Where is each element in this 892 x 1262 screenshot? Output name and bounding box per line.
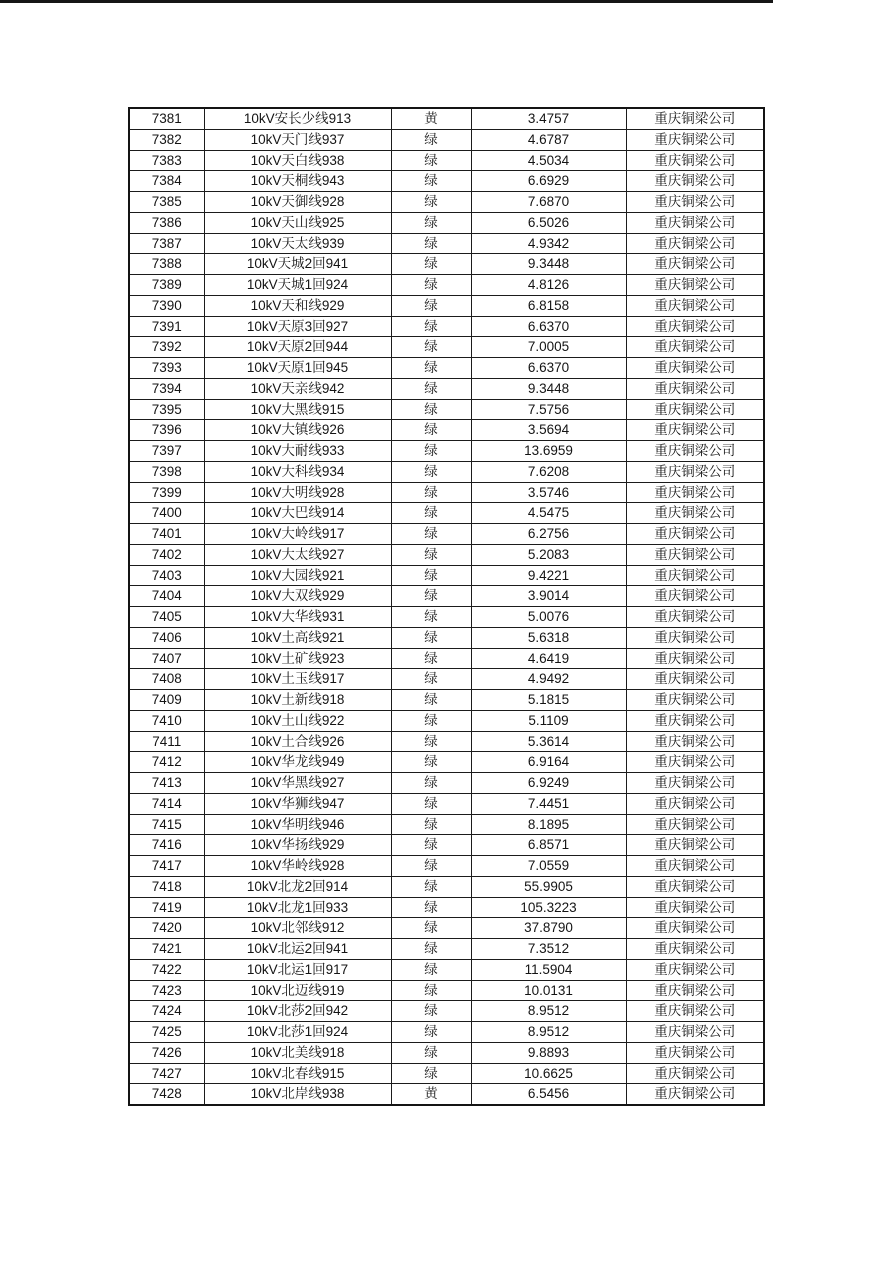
cell-line-name: 10kV天亲线942 xyxy=(204,378,391,399)
cell-value: 6.2756 xyxy=(471,524,626,545)
cell-status: 绿 xyxy=(391,129,471,150)
cell-status: 绿 xyxy=(391,337,471,358)
cell-value: 10.0131 xyxy=(471,980,626,1001)
table-row xyxy=(129,150,764,171)
cell-line-name: 10kV北美线918 xyxy=(204,1042,391,1063)
cell-company: 重庆铜梁公司 xyxy=(626,1063,764,1084)
cell-line-name: 10kV华岭线928 xyxy=(204,856,391,877)
cell-status: 绿 xyxy=(391,254,471,275)
cell-line-name: 10kV天白线938 xyxy=(204,150,391,171)
cell-status: 绿 xyxy=(391,980,471,1001)
cell-line-name: 10kV土新线918 xyxy=(204,690,391,711)
cell-status: 绿 xyxy=(391,482,471,503)
cell-status: 绿 xyxy=(391,150,471,171)
cell-row-id: 7389 xyxy=(129,275,204,296)
cell-row-id: 7425 xyxy=(129,1022,204,1043)
cell-company: 重庆铜梁公司 xyxy=(626,378,764,399)
table-row xyxy=(129,773,764,794)
table-row xyxy=(129,441,764,462)
cell-status: 绿 xyxy=(391,171,471,192)
cell-row-id: 7406 xyxy=(129,627,204,648)
cell-company: 重庆铜梁公司 xyxy=(626,337,764,358)
cell-value: 7.6208 xyxy=(471,461,626,482)
table-row xyxy=(129,337,764,358)
table-row xyxy=(129,793,764,814)
table-body xyxy=(129,108,764,1105)
table-row xyxy=(129,710,764,731)
cell-line-name: 10kV天山线925 xyxy=(204,212,391,233)
cell-status: 绿 xyxy=(391,897,471,918)
table-row xyxy=(129,752,764,773)
cell-status: 绿 xyxy=(391,669,471,690)
table-row xyxy=(129,959,764,980)
cell-value: 3.4757 xyxy=(471,108,626,129)
cell-row-id: 7412 xyxy=(129,752,204,773)
cell-line-name: 10kV北莎1回924 xyxy=(204,1022,391,1043)
cell-company: 重庆铜梁公司 xyxy=(626,108,764,129)
cell-company: 重庆铜梁公司 xyxy=(626,793,764,814)
cell-value: 9.4221 xyxy=(471,565,626,586)
cell-value: 4.5475 xyxy=(471,503,626,524)
cell-row-id: 7414 xyxy=(129,793,204,814)
cell-company: 重庆铜梁公司 xyxy=(626,939,764,960)
cell-status: 绿 xyxy=(391,420,471,441)
cell-company: 重庆铜梁公司 xyxy=(626,503,764,524)
cell-row-id: 7383 xyxy=(129,150,204,171)
cell-row-id: 7420 xyxy=(129,918,204,939)
cell-company: 重庆铜梁公司 xyxy=(626,275,764,296)
cell-status: 绿 xyxy=(391,939,471,960)
cell-row-id: 7390 xyxy=(129,295,204,316)
cell-status: 绿 xyxy=(391,544,471,565)
cell-company: 重庆铜梁公司 xyxy=(626,897,764,918)
cell-status: 绿 xyxy=(391,378,471,399)
cell-company: 重庆铜梁公司 xyxy=(626,773,764,794)
cell-row-id: 7384 xyxy=(129,171,204,192)
cell-company: 重庆铜梁公司 xyxy=(626,171,764,192)
cell-company: 重庆铜梁公司 xyxy=(626,814,764,835)
table-row xyxy=(129,316,764,337)
cell-value: 13.6959 xyxy=(471,441,626,462)
cell-row-id: 7405 xyxy=(129,607,204,628)
cell-line-name: 10kV华龙线949 xyxy=(204,752,391,773)
table-row xyxy=(129,399,764,420)
cell-row-id: 7428 xyxy=(129,1084,204,1105)
cell-status: 黄 xyxy=(391,1084,471,1105)
table-row xyxy=(129,939,764,960)
cell-company: 重庆铜梁公司 xyxy=(626,980,764,1001)
cell-row-id: 7388 xyxy=(129,254,204,275)
table-row xyxy=(129,586,764,607)
cell-status: 绿 xyxy=(391,275,471,296)
cell-line-name: 10kV大明线928 xyxy=(204,482,391,503)
table-row xyxy=(129,461,764,482)
cell-value: 7.0559 xyxy=(471,856,626,877)
cell-line-name: 10kV天原2回944 xyxy=(204,337,391,358)
cell-row-id: 7394 xyxy=(129,378,204,399)
cell-status: 绿 xyxy=(391,773,471,794)
cell-line-name: 10kV华明线946 xyxy=(204,814,391,835)
table-row xyxy=(129,1063,764,1084)
cell-line-name: 10kV北邻线912 xyxy=(204,918,391,939)
table-row xyxy=(129,378,764,399)
cell-row-id: 7418 xyxy=(129,876,204,897)
cell-value: 3.5694 xyxy=(471,420,626,441)
cell-row-id: 7399 xyxy=(129,482,204,503)
cell-row-id: 7402 xyxy=(129,544,204,565)
table-row xyxy=(129,648,764,669)
cell-company: 重庆铜梁公司 xyxy=(626,399,764,420)
top-edge-bar xyxy=(0,0,773,3)
cell-row-id: 7395 xyxy=(129,399,204,420)
cell-status: 绿 xyxy=(391,358,471,379)
cell-company: 重庆铜梁公司 xyxy=(626,876,764,897)
power-line-table xyxy=(128,107,765,1106)
cell-value: 6.8571 xyxy=(471,835,626,856)
cell-value: 6.9249 xyxy=(471,773,626,794)
cell-row-id: 7421 xyxy=(129,939,204,960)
cell-value: 6.6370 xyxy=(471,316,626,337)
cell-company: 重庆铜梁公司 xyxy=(626,752,764,773)
table-row xyxy=(129,108,764,129)
cell-company: 重庆铜梁公司 xyxy=(626,1001,764,1022)
cell-row-id: 7417 xyxy=(129,856,204,877)
cell-company: 重庆铜梁公司 xyxy=(626,1042,764,1063)
table-row xyxy=(129,1001,764,1022)
cell-line-name: 10kV土高线921 xyxy=(204,627,391,648)
cell-status: 绿 xyxy=(391,565,471,586)
cell-row-id: 7422 xyxy=(129,959,204,980)
cell-line-name: 10kV安长少线913 xyxy=(204,108,391,129)
table-row xyxy=(129,358,764,379)
cell-value: 5.2083 xyxy=(471,544,626,565)
cell-line-name: 10kV土山线922 xyxy=(204,710,391,731)
cell-line-name: 10kV大华线931 xyxy=(204,607,391,628)
cell-company: 重庆铜梁公司 xyxy=(626,835,764,856)
table-row xyxy=(129,690,764,711)
cell-value: 4.6787 xyxy=(471,129,626,150)
cell-line-name: 10kV华狮线947 xyxy=(204,793,391,814)
cell-line-name: 10kV华扬线929 xyxy=(204,835,391,856)
cell-status: 绿 xyxy=(391,607,471,628)
cell-status: 绿 xyxy=(391,835,471,856)
cell-company: 重庆铜梁公司 xyxy=(626,441,764,462)
cell-row-id: 7396 xyxy=(129,420,204,441)
cell-company: 重庆铜梁公司 xyxy=(626,150,764,171)
cell-row-id: 7392 xyxy=(129,337,204,358)
cell-company: 重庆铜梁公司 xyxy=(626,233,764,254)
cell-row-id: 7381 xyxy=(129,108,204,129)
cell-company: 重庆铜梁公司 xyxy=(626,316,764,337)
cell-value: 7.4451 xyxy=(471,793,626,814)
cell-value: 3.9014 xyxy=(471,586,626,607)
cell-row-id: 7403 xyxy=(129,565,204,586)
table-row xyxy=(129,482,764,503)
cell-company: 重庆铜梁公司 xyxy=(626,1084,764,1105)
cell-line-name: 10kV北岸线938 xyxy=(204,1084,391,1105)
table-row xyxy=(129,607,764,628)
cell-company: 重庆铜梁公司 xyxy=(626,212,764,233)
cell-status: 绿 xyxy=(391,856,471,877)
cell-value: 10.6625 xyxy=(471,1063,626,1084)
cell-status: 绿 xyxy=(391,752,471,773)
cell-status: 绿 xyxy=(391,316,471,337)
cell-line-name: 10kV北龙2回914 xyxy=(204,876,391,897)
cell-row-id: 7410 xyxy=(129,710,204,731)
table-row xyxy=(129,254,764,275)
cell-value: 8.9512 xyxy=(471,1001,626,1022)
cell-line-name: 10kV大黑线915 xyxy=(204,399,391,420)
cell-line-name: 10kV天原1回945 xyxy=(204,358,391,379)
cell-value: 6.8158 xyxy=(471,295,626,316)
cell-row-id: 7391 xyxy=(129,316,204,337)
cell-value: 9.3448 xyxy=(471,254,626,275)
cell-line-name: 10kV天城2回941 xyxy=(204,254,391,275)
cell-row-id: 7393 xyxy=(129,358,204,379)
cell-row-id: 7413 xyxy=(129,773,204,794)
cell-status: 绿 xyxy=(391,690,471,711)
cell-line-name: 10kV天原3回927 xyxy=(204,316,391,337)
cell-status: 绿 xyxy=(391,461,471,482)
cell-row-id: 7401 xyxy=(129,524,204,545)
cell-value: 6.6370 xyxy=(471,358,626,379)
table-row xyxy=(129,1042,764,1063)
table-row xyxy=(129,420,764,441)
table-row xyxy=(129,897,764,918)
cell-company: 重庆铜梁公司 xyxy=(626,586,764,607)
cell-value: 4.8126 xyxy=(471,275,626,296)
cell-row-id: 7382 xyxy=(129,129,204,150)
cell-line-name: 10kV大太线927 xyxy=(204,544,391,565)
table-row xyxy=(129,524,764,545)
cell-value: 3.5746 xyxy=(471,482,626,503)
table-row xyxy=(129,835,764,856)
cell-value: 8.9512 xyxy=(471,1022,626,1043)
table-row xyxy=(129,918,764,939)
table-row xyxy=(129,731,764,752)
cell-status: 绿 xyxy=(391,524,471,545)
cell-company: 重庆铜梁公司 xyxy=(626,254,764,275)
cell-value: 6.5456 xyxy=(471,1084,626,1105)
table-row xyxy=(129,669,764,690)
table-row xyxy=(129,503,764,524)
table-row xyxy=(129,876,764,897)
cell-value: 8.1895 xyxy=(471,814,626,835)
table-row xyxy=(129,856,764,877)
cell-status: 绿 xyxy=(391,918,471,939)
cell-value: 37.8790 xyxy=(471,918,626,939)
table-row xyxy=(129,295,764,316)
cell-row-id: 7404 xyxy=(129,586,204,607)
cell-company: 重庆铜梁公司 xyxy=(626,731,764,752)
cell-value: 4.6419 xyxy=(471,648,626,669)
cell-row-id: 7423 xyxy=(129,980,204,1001)
cell-line-name: 10kV天门线937 xyxy=(204,129,391,150)
cell-status: 绿 xyxy=(391,814,471,835)
cell-status: 绿 xyxy=(391,793,471,814)
cell-company: 重庆铜梁公司 xyxy=(626,959,764,980)
cell-row-id: 7409 xyxy=(129,690,204,711)
cell-status: 绿 xyxy=(391,876,471,897)
cell-value: 7.3512 xyxy=(471,939,626,960)
cell-value: 7.6870 xyxy=(471,192,626,213)
cell-line-name: 10kV大镇线926 xyxy=(204,420,391,441)
cell-value: 5.3614 xyxy=(471,731,626,752)
cell-company: 重庆铜梁公司 xyxy=(626,648,764,669)
cell-company: 重庆铜梁公司 xyxy=(626,482,764,503)
cell-row-id: 7415 xyxy=(129,814,204,835)
cell-status: 绿 xyxy=(391,1063,471,1084)
cell-company: 重庆铜梁公司 xyxy=(626,461,764,482)
table-row xyxy=(129,814,764,835)
cell-company: 重庆铜梁公司 xyxy=(626,192,764,213)
cell-value: 5.0076 xyxy=(471,607,626,628)
cell-row-id: 7385 xyxy=(129,192,204,213)
cell-company: 重庆铜梁公司 xyxy=(626,690,764,711)
cell-status: 绿 xyxy=(391,627,471,648)
cell-line-name: 10kV北龙1回933 xyxy=(204,897,391,918)
cell-company: 重庆铜梁公司 xyxy=(626,565,764,586)
cell-status: 绿 xyxy=(391,503,471,524)
cell-value: 4.9342 xyxy=(471,233,626,254)
cell-line-name: 10kV天太线939 xyxy=(204,233,391,254)
cell-value: 6.9164 xyxy=(471,752,626,773)
table-row xyxy=(129,233,764,254)
cell-line-name: 10kV大耐线933 xyxy=(204,441,391,462)
cell-status: 绿 xyxy=(391,212,471,233)
cell-line-name: 10kV天御线928 xyxy=(204,192,391,213)
table-row xyxy=(129,980,764,1001)
cell-row-id: 7387 xyxy=(129,233,204,254)
cell-value: 7.0005 xyxy=(471,337,626,358)
cell-company: 重庆铜梁公司 xyxy=(626,607,764,628)
cell-row-id: 7419 xyxy=(129,897,204,918)
cell-value: 11.5904 xyxy=(471,959,626,980)
cell-company: 重庆铜梁公司 xyxy=(626,420,764,441)
cell-status: 绿 xyxy=(391,233,471,254)
cell-status: 绿 xyxy=(391,648,471,669)
cell-line-name: 10kV天和线929 xyxy=(204,295,391,316)
cell-company: 重庆铜梁公司 xyxy=(626,129,764,150)
cell-line-name: 10kV大双线929 xyxy=(204,586,391,607)
cell-value: 6.6929 xyxy=(471,171,626,192)
cell-line-name: 10kV北运2回941 xyxy=(204,939,391,960)
cell-value: 55.9905 xyxy=(471,876,626,897)
cell-line-name: 10kV北莎2回942 xyxy=(204,1001,391,1022)
cell-line-name: 10kV华黑线927 xyxy=(204,773,391,794)
cell-company: 重庆铜梁公司 xyxy=(626,710,764,731)
cell-value: 5.1109 xyxy=(471,710,626,731)
cell-company: 重庆铜梁公司 xyxy=(626,524,764,545)
cell-line-name: 10kV土合线926 xyxy=(204,731,391,752)
cell-status: 绿 xyxy=(391,399,471,420)
table-row xyxy=(129,129,764,150)
cell-company: 重庆铜梁公司 xyxy=(626,544,764,565)
table-row xyxy=(129,192,764,213)
cell-status: 绿 xyxy=(391,1001,471,1022)
cell-line-name: 10kV大科线934 xyxy=(204,461,391,482)
cell-line-name: 10kV北迈线919 xyxy=(204,980,391,1001)
cell-row-id: 7400 xyxy=(129,503,204,524)
cell-line-name: 10kV天城1回924 xyxy=(204,275,391,296)
cell-company: 重庆铜梁公司 xyxy=(626,856,764,877)
cell-status: 绿 xyxy=(391,710,471,731)
cell-status: 绿 xyxy=(391,441,471,462)
cell-status: 绿 xyxy=(391,1042,471,1063)
cell-value: 4.9492 xyxy=(471,669,626,690)
cell-line-name: 10kV大园线921 xyxy=(204,565,391,586)
cell-company: 重庆铜梁公司 xyxy=(626,627,764,648)
cell-status: 绿 xyxy=(391,295,471,316)
cell-row-id: 7397 xyxy=(129,441,204,462)
cell-row-id: 7424 xyxy=(129,1001,204,1022)
cell-value: 9.3448 xyxy=(471,378,626,399)
cell-row-id: 7386 xyxy=(129,212,204,233)
cell-line-name: 10kV天桐线943 xyxy=(204,171,391,192)
cell-line-name: 10kV北春线915 xyxy=(204,1063,391,1084)
cell-value: 5.6318 xyxy=(471,627,626,648)
cell-status: 绿 xyxy=(391,959,471,980)
cell-row-id: 7407 xyxy=(129,648,204,669)
cell-row-id: 7408 xyxy=(129,669,204,690)
cell-value: 7.5756 xyxy=(471,399,626,420)
cell-line-name: 10kV北运1回917 xyxy=(204,959,391,980)
cell-company: 重庆铜梁公司 xyxy=(626,1022,764,1043)
cell-company: 重庆铜梁公司 xyxy=(626,358,764,379)
cell-value: 4.5034 xyxy=(471,150,626,171)
cell-line-name: 10kV大岭线917 xyxy=(204,524,391,545)
table-row xyxy=(129,1022,764,1043)
cell-status: 绿 xyxy=(391,586,471,607)
cell-status: 绿 xyxy=(391,1022,471,1043)
cell-value: 5.1815 xyxy=(471,690,626,711)
cell-row-id: 7398 xyxy=(129,461,204,482)
table-row xyxy=(129,212,764,233)
table-row xyxy=(129,275,764,296)
cell-row-id: 7416 xyxy=(129,835,204,856)
cell-line-name: 10kV土矿线923 xyxy=(204,648,391,669)
cell-company: 重庆铜梁公司 xyxy=(626,918,764,939)
cell-line-name: 10kV大巴线914 xyxy=(204,503,391,524)
table-row xyxy=(129,627,764,648)
cell-value: 105.3223 xyxy=(471,897,626,918)
table-row xyxy=(129,1084,764,1105)
cell-company: 重庆铜梁公司 xyxy=(626,669,764,690)
table-row xyxy=(129,544,764,565)
cell-company: 重庆铜梁公司 xyxy=(626,295,764,316)
cell-status: 黄 xyxy=(391,108,471,129)
cell-row-id: 7411 xyxy=(129,731,204,752)
cell-line-name: 10kV土玉线917 xyxy=(204,669,391,690)
cell-value: 6.5026 xyxy=(471,212,626,233)
cell-value: 9.8893 xyxy=(471,1042,626,1063)
table-row xyxy=(129,565,764,586)
table-row xyxy=(129,171,764,192)
cell-row-id: 7426 xyxy=(129,1042,204,1063)
cell-status: 绿 xyxy=(391,192,471,213)
cell-row-id: 7427 xyxy=(129,1063,204,1084)
cell-status: 绿 xyxy=(391,731,471,752)
